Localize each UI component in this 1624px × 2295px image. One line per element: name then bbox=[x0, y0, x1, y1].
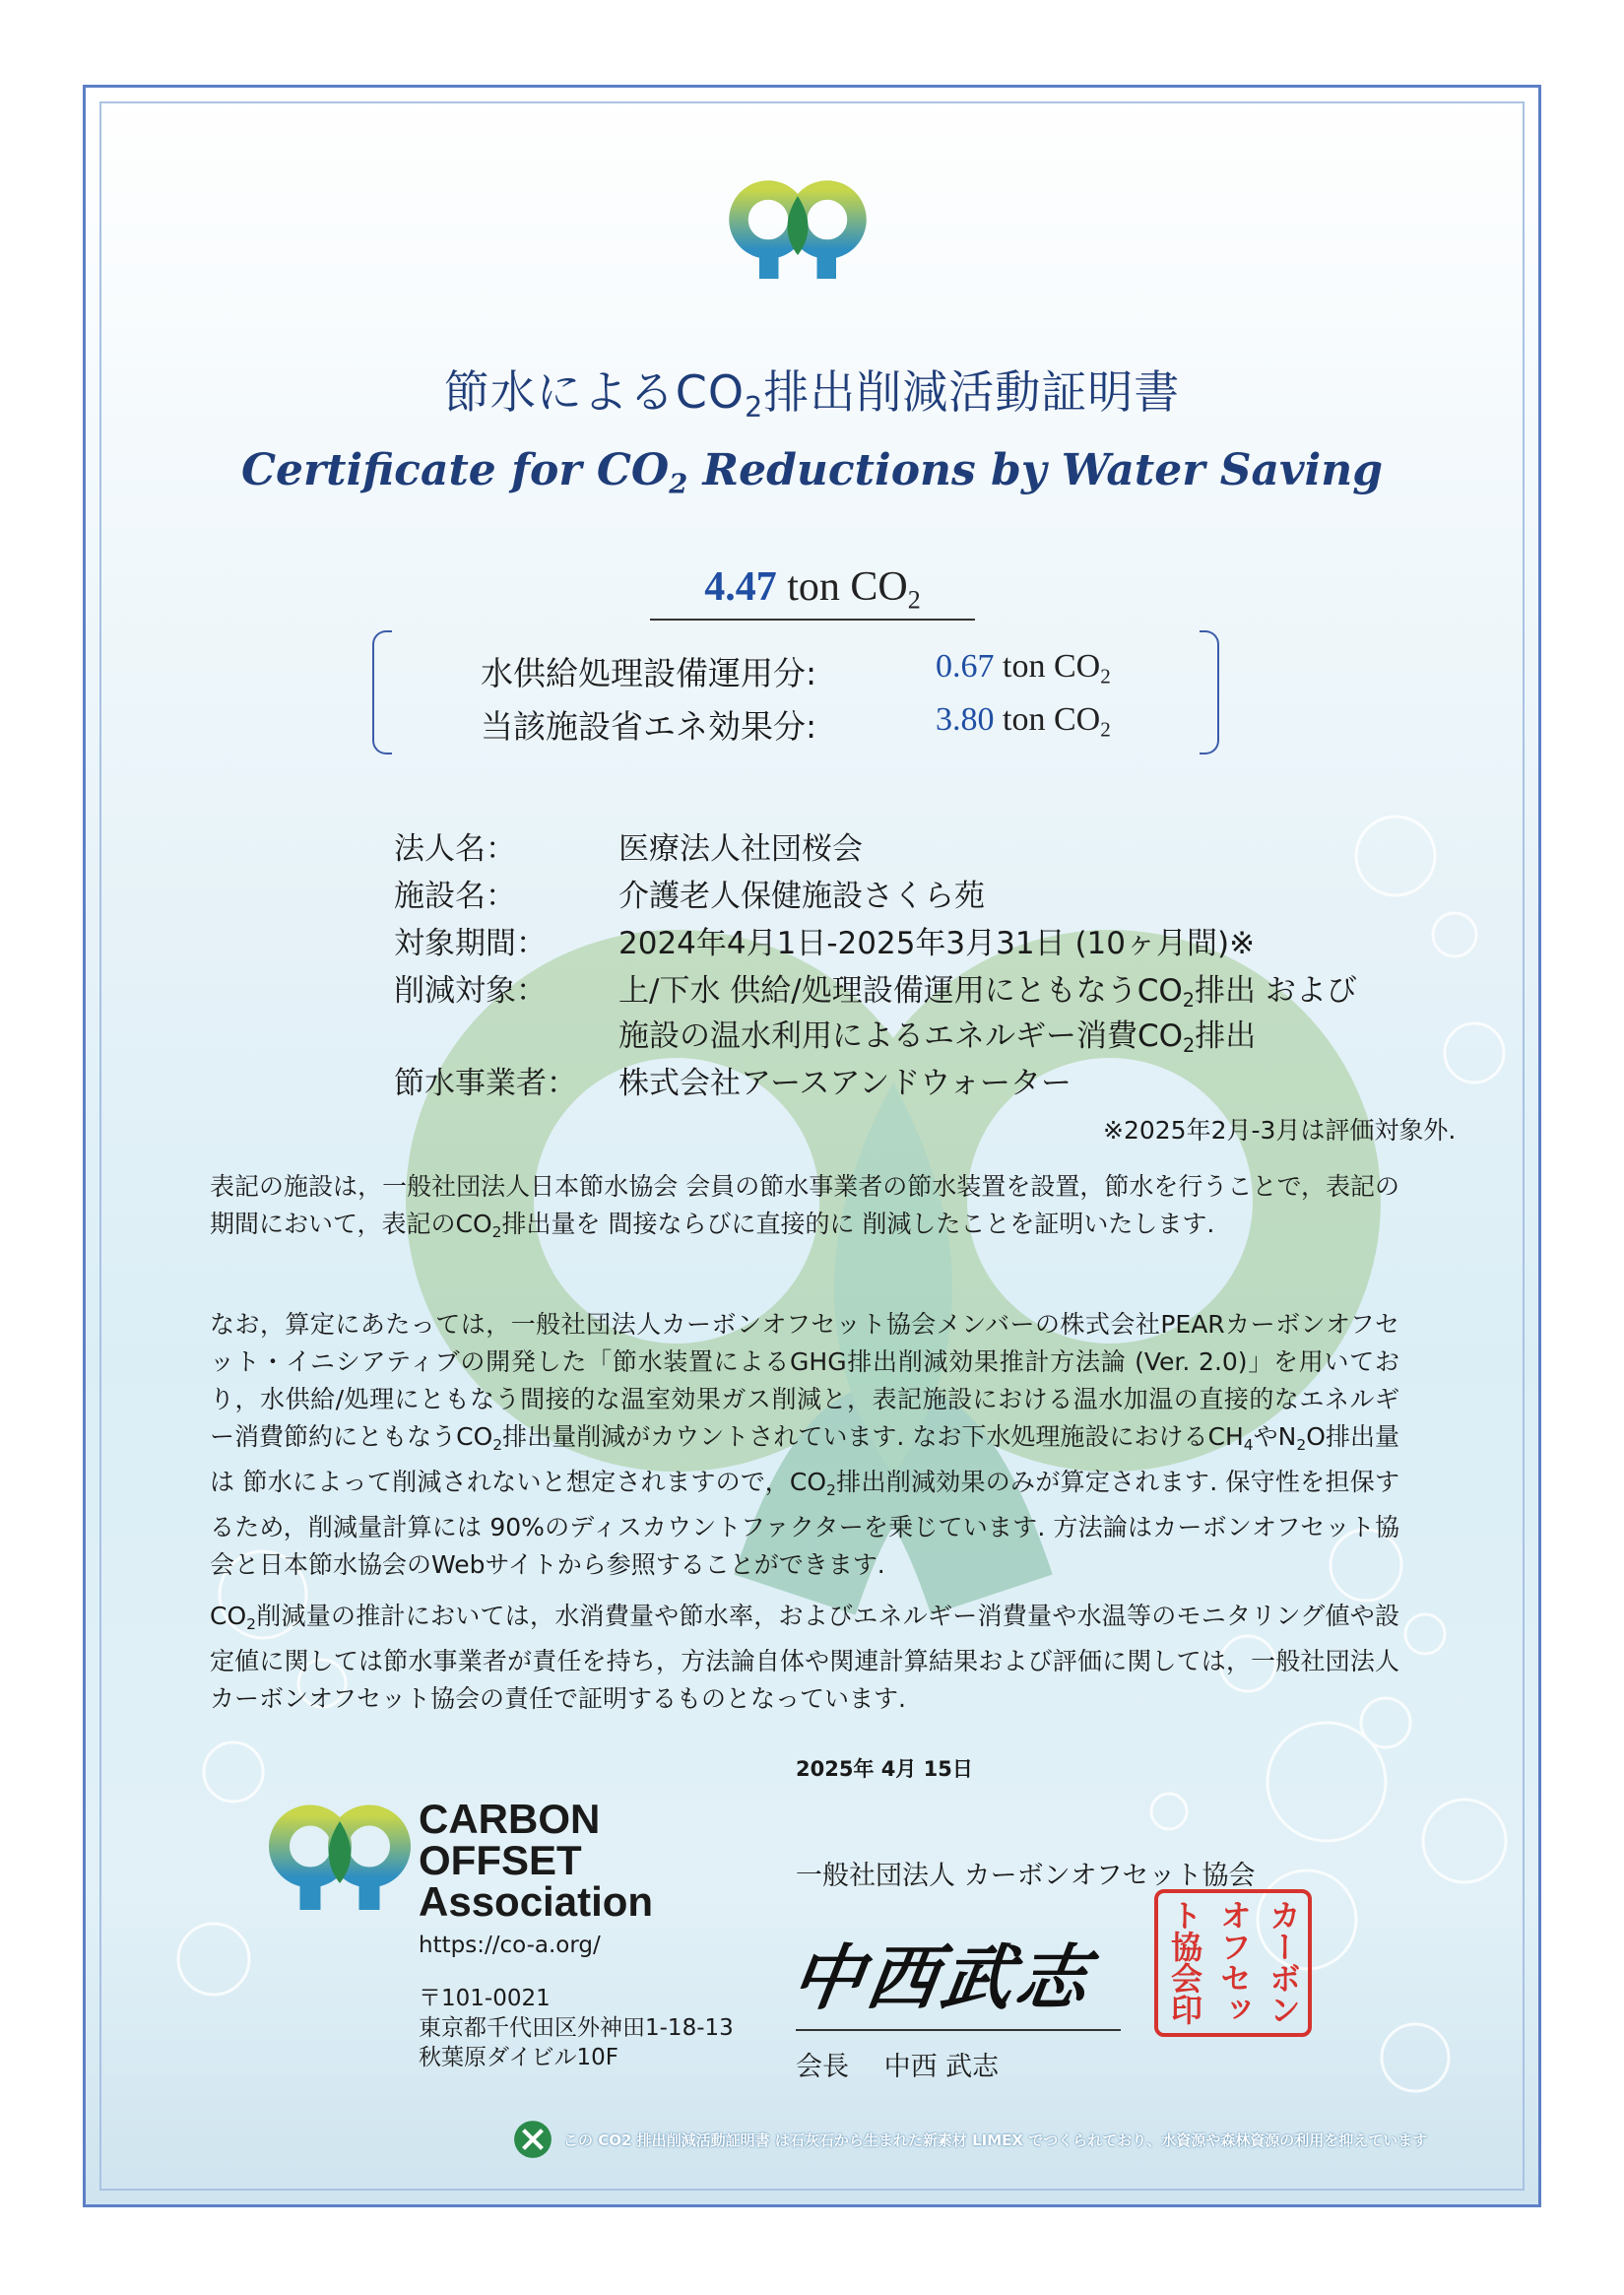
operator-value: 株式会社アースアンドウォーター bbox=[618, 1066, 1072, 1101]
breakdown-value-water-supply: 0.67 ton $CO_2$ bbox=[936, 648, 1111, 688]
target-value-line2: 施設の温水利用によるエネルギー消費$CO_2$排出 bbox=[618, 1018, 1257, 1058]
period-label: 対象期間： bbox=[394, 926, 547, 961]
facility-value: 介護老人保健施設さくら苑 bbox=[618, 879, 985, 914]
corp-value: 医療法人社団桜会 bbox=[618, 831, 863, 867]
paragraph-responsibility: $CO_2$削減量の推計においては，水消費量や節水率，およびエネルギー消費量や水温等のモニタリング値や設定値に関しては節水事業者が責任を持ち，方法論自体や関連計算結果および評価に関しては，一般社団法人カーボンオフセット協会の責任で証明するものとなっています. bbox=[210, 1602, 1399, 1713]
facility-label: 施設名： bbox=[394, 879, 516, 914]
official-seal-icon: カーボン オフセッ ト協会印 bbox=[1154, 1889, 1312, 2037]
bracket-right bbox=[1200, 630, 1219, 754]
carbon-offset-logo-icon bbox=[724, 175, 872, 282]
address-line1: 東京都千代田区外神田1-18-13 bbox=[419, 2015, 734, 2041]
signature: 中西武志 bbox=[786, 1935, 1098, 2019]
signature-line bbox=[796, 2029, 1121, 2031]
association-name: CARBON OFFSET Association bbox=[419, 1796, 654, 1925]
target-label: 削減対象： bbox=[394, 973, 547, 1009]
paragraph-certification: 表記の施設は，一般社団法人日本節水協会 会員の節水事業者の節水装置を設置，節水を行うことで，表記の期間において，表記の$CO_2$排出量を 間接ならびに直接的に 削減したことを証明いたします. bbox=[210, 1172, 1399, 1241]
total-value: 4.47 bbox=[704, 564, 777, 610]
breakdown-label-water-supply: 水供給処理設備運用分: bbox=[481, 654, 817, 692]
period-value: 2024年4月1日-2025年3月31日 (10ヶ月間)※ bbox=[618, 926, 1256, 961]
bracket-left bbox=[372, 630, 392, 754]
target-value-line1: 上/下水 供給/処理設備運用にともなう$CO_2$排出 および bbox=[618, 973, 1357, 1013]
president-name: 会長 中西 武志 bbox=[796, 2052, 1000, 2082]
association-logo-icon bbox=[266, 1799, 414, 1915]
title-english: Certificate for $CO_2$ Reductions by Water Saving bbox=[240, 445, 1384, 500]
total-reduction: 4.47 ton $CO_2$ bbox=[650, 563, 975, 621]
association-url[interactable]: https://co-a.org/ bbox=[419, 1933, 601, 1958]
postal-code: 〒101-0021 bbox=[419, 1986, 551, 2011]
operator-label: 節水事業者： bbox=[394, 1066, 577, 1101]
issuer-name: 一般社団法人 カーボンオフセット協会 bbox=[796, 1861, 1256, 1891]
issue-date: 2025年 4月 15日 bbox=[796, 1757, 973, 1781]
footer-limex-note: この CO2 排出削減活動証明書 は石灰石から生まれた新素材 LIMEX でつくられており、水資源や森林資源の利用を抑えています bbox=[512, 2118, 1427, 2161]
title-japanese: 節水による$CO_2$排出削減活動証明書 bbox=[443, 365, 1181, 425]
paragraph-methodology: なお，算定にあたっては，一般社団法人カーボンオフセット協会メンバーの株式会社PEARカーボンオフセット・イニシアティブの開発した「節水装置によるGHG排出削減効果推計方法論 (Ver. 2.0)」を用いており，水供給/処理にともなう間接的な温室効果ガス削減と，表記施設における温水加温の直接的なエネルギー消費節約にともなう$CO_2$排出量削減がカウントされています. なお下水処理施設における$CH_4$や$N_2O$排出量は 節水によって削減されないと想定されますので，$CO_2$排出削減効果のみが算定されます. 保守性を担保するため，削減量計算には 90%のディスカウントファクターを乗じています. 方法論はカーボンオフセット協会と日本節水協会のWebサイトから参照することができます. bbox=[210, 1310, 1399, 1579]
limex-icon bbox=[512, 2119, 553, 2160]
breakdown-label-energy: 当該施設省エネ効果分: bbox=[481, 707, 817, 746]
evaluation-note: ※2025年2月-3月は評価対象外. bbox=[1103, 1116, 1457, 1145]
breakdown-value-energy: 3.80 ton $CO_2$ bbox=[936, 701, 1111, 742]
address-line2: 秋葉原ダイビル10F bbox=[419, 2045, 619, 2070]
corp-label: 法人名： bbox=[394, 831, 516, 867]
